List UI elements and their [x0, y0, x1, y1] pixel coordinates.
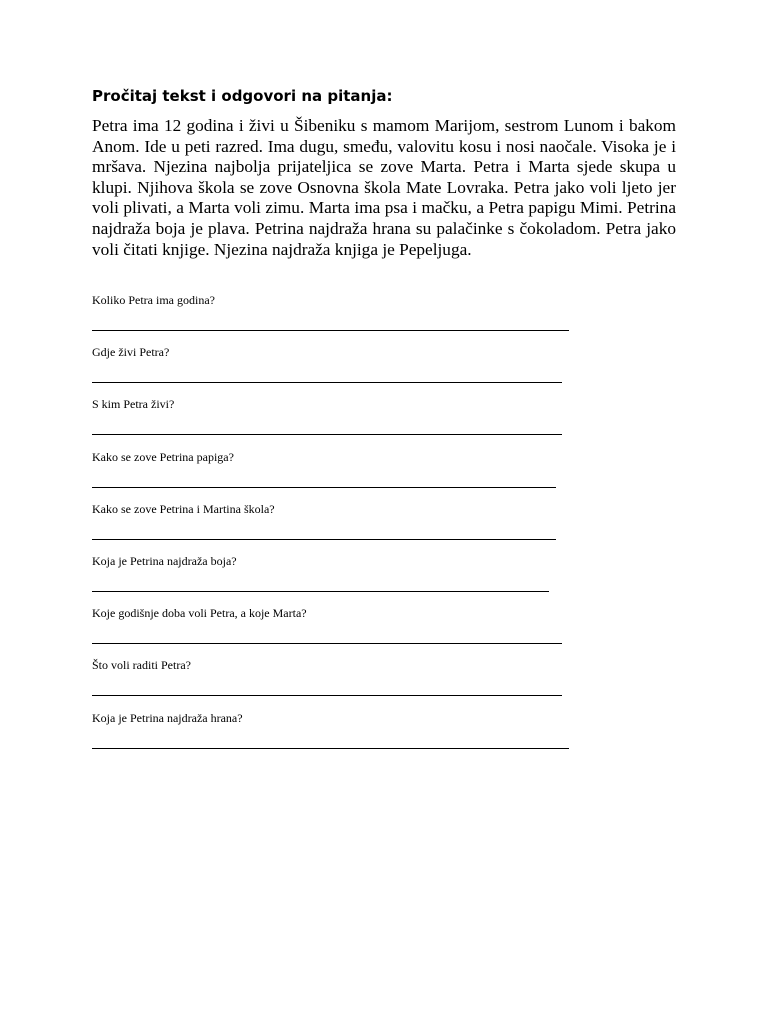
answer-line[interactable]: [92, 591, 549, 592]
question-text: Gdje živi Petra?: [92, 345, 170, 360]
answer-line[interactable]: [92, 382, 562, 383]
answer-line[interactable]: [92, 695, 562, 696]
question-item: [92, 710, 592, 762]
question-list: [92, 292, 592, 762]
question-item: [92, 605, 592, 657]
worksheet-title: Pročitaj tekst i odgovori na pitanja:: [92, 87, 393, 105]
question-text: Kako se zove Petrina i Martina škola?: [92, 501, 275, 516]
answer-line[interactable]: [92, 487, 556, 488]
reading-passage: Petra ima 12 godina i živi u Šibeniku s mamom Marijom, sestrom Lunom i bakom Anom. Ide u peti razred. Ima dugu, smeđu, valovitu kosu i nosi naočale. Visoka je i mršava. Njezina najbolja prijateljica se zove Marta. Petra i Marta sjede skupa u klupi. Njihova škola se zove Osnovna škola Mate Lovraka. Petra jako voli ljeto jer voli plivati, a Marta voli zimu. Marta ima psa i mačku, a Petra papigu Mimi. Petrina najdraža boja je plava. Petrina najdraža hrana su palačinke s čokoladom. Petra jako voli čitati knjige. Njezina najdraža knjiga je Pepeljuga.: [92, 116, 676, 259]
question-item: [92, 396, 592, 448]
answer-line[interactable]: [92, 330, 569, 331]
question-item: [92, 344, 592, 396]
question-text: Koje godišnje doba voli Petra, a koje Marta?: [92, 606, 307, 621]
question-text: Koja je Petrina najdraža boja?: [92, 553, 237, 568]
question-item: [92, 553, 592, 605]
question-text: Kako se zove Petrina papiga?: [92, 449, 234, 464]
question-text: S kim Petra živi?: [92, 397, 175, 412]
answer-line[interactable]: [92, 434, 562, 435]
answer-line[interactable]: [92, 539, 556, 540]
question-item: [92, 657, 592, 709]
question-item: [92, 292, 592, 344]
question-text: Koja je Petrina najdraža hrana?: [92, 710, 243, 725]
question-text: Koliko Petra ima godina?: [92, 293, 215, 307]
answer-line[interactable]: [92, 748, 569, 749]
question-text: Što voli raditi Petra?: [92, 658, 191, 673]
worksheet: [92, 86, 676, 260]
question-item: [92, 501, 592, 553]
answer-line[interactable]: [92, 643, 562, 644]
question-item: [92, 449, 592, 501]
